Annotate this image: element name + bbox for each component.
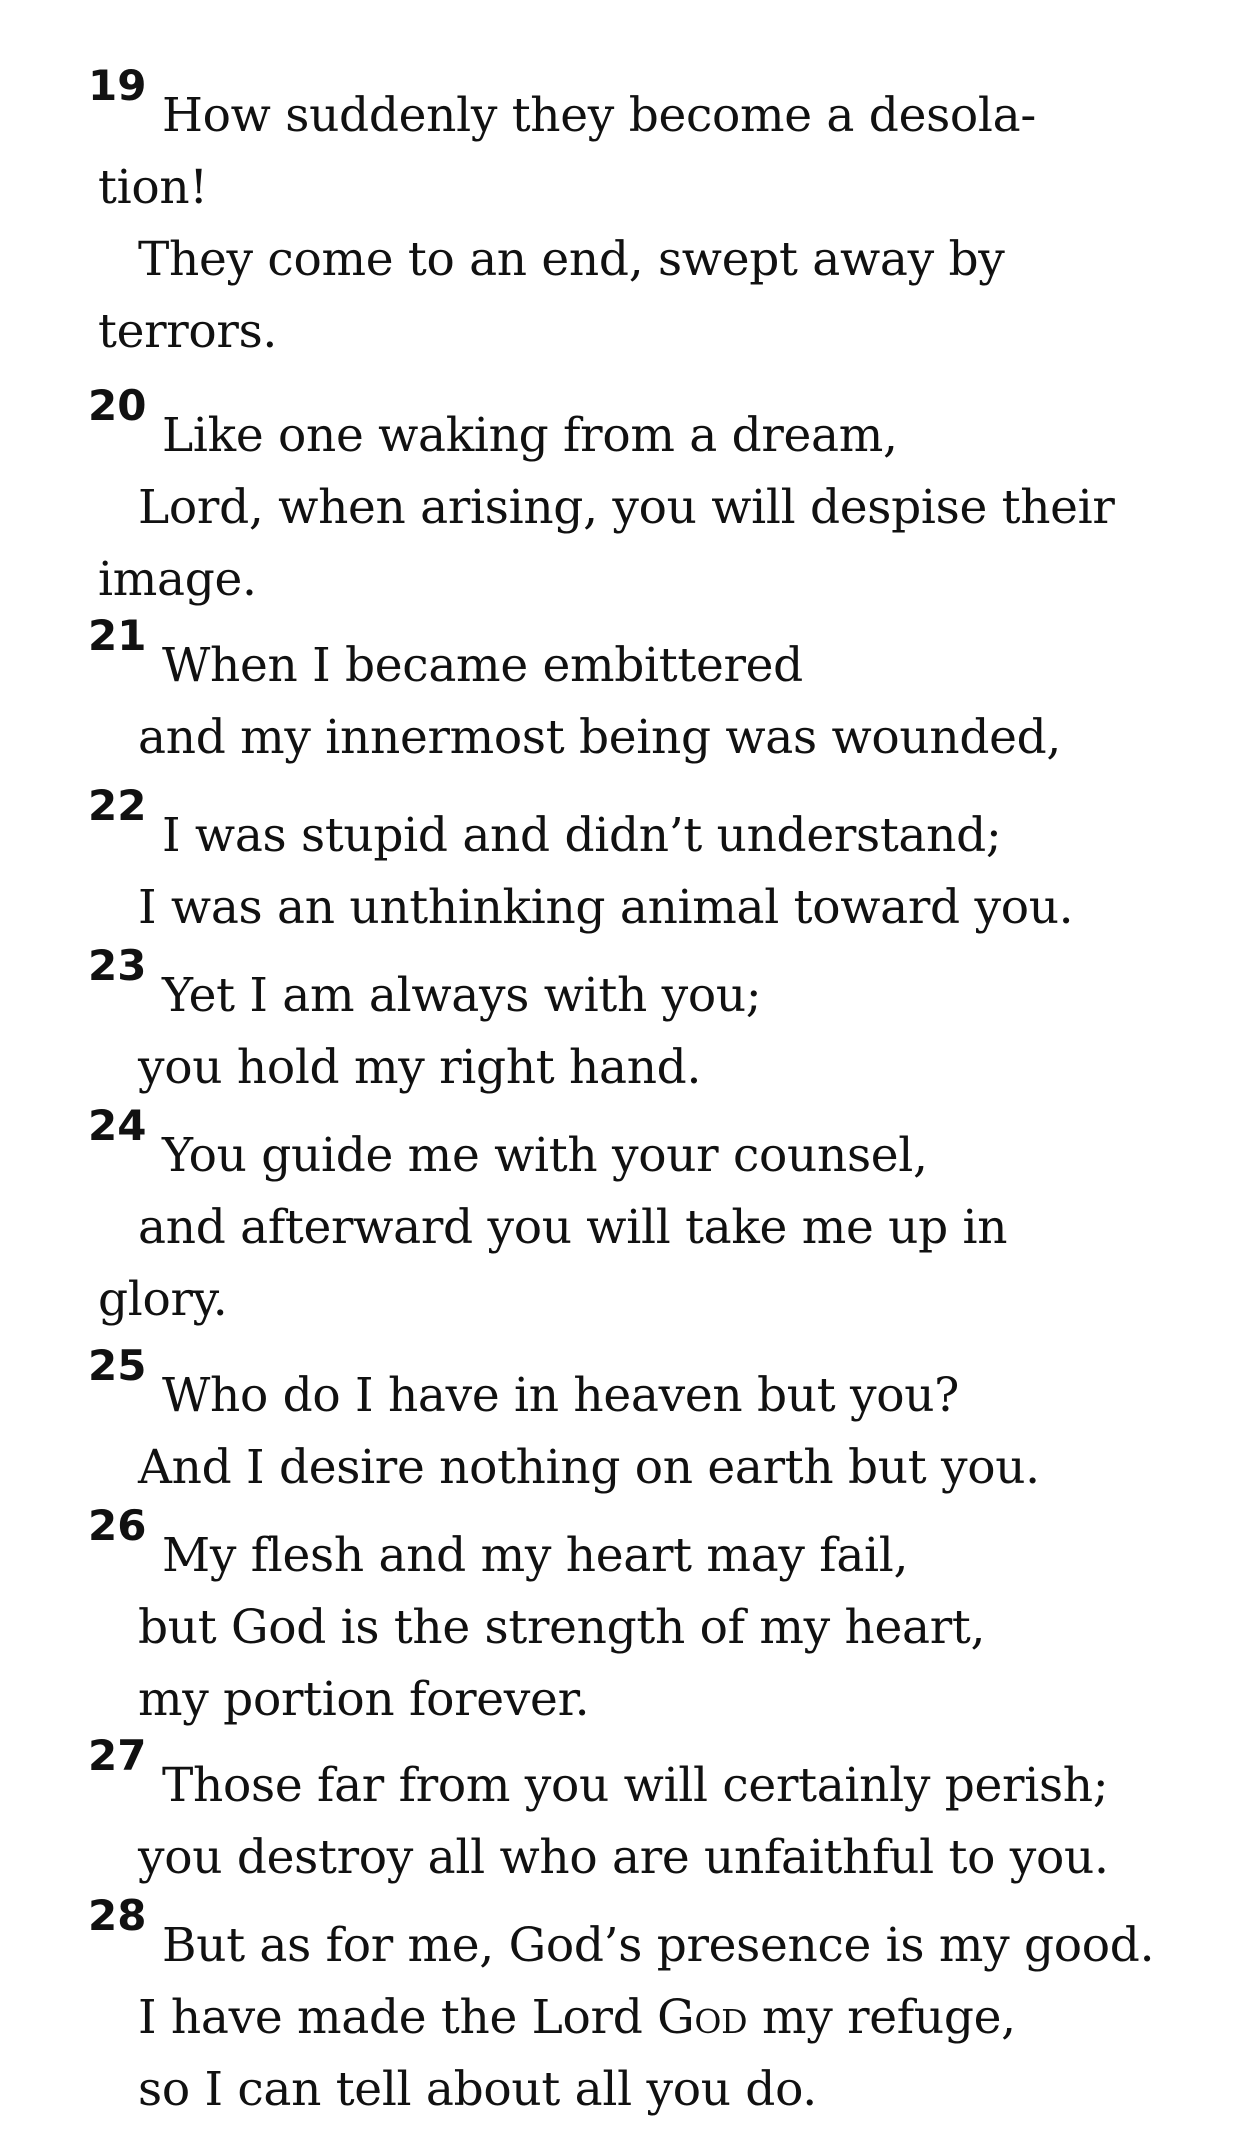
verse-text-continued: my refuge, [747,1990,1016,2045]
verse-line [98,160,208,216]
verse-number[interactable]: 28 [88,1891,147,1940]
verse-text: I have made the Lord [138,1990,658,2045]
verse-line [138,232,1005,288]
verse-text: Yet I am always with you; [162,968,762,1023]
verse-line [98,1272,227,1328]
verse-text: terrors. [98,304,278,359]
verse-text: but God is the strength of my heart, [138,1600,986,1655]
verse-line [162,408,898,464]
verse-text: My flesh and my heart may fail, [162,1528,909,1583]
verse-text: Lord, when arising, you will despise their [138,480,1115,535]
verse-line [138,880,1073,936]
verse-number[interactable]: 22 [88,781,147,830]
verse-line [138,1990,1016,2046]
verse-line [162,1528,908,1584]
verse-line [162,1368,959,1424]
verse-line [162,1128,928,1184]
verse-text: image. [98,552,257,607]
verse-text: Who do I have in heaven but you? [162,1368,960,1423]
verse-line [138,2062,817,2118]
verse-line [138,1440,1040,1496]
verse-line [162,1918,1154,1974]
verse-text: glory. [98,1272,228,1327]
divine-name-smallcaps: God [657,1990,748,2045]
verse-line [138,710,1061,766]
verse-number[interactable]: 25 [88,1341,147,1390]
verse-text: When I became embittered [162,638,803,693]
verse-text: They come to an end, swept away by [138,232,1005,287]
verse-text: And I desire nothing on earth but you. [138,1440,1040,1495]
verse-text: I was an unthinking animal toward you. [138,880,1074,935]
verse-line [98,304,277,360]
verse-text: But as for me, God’s presence is my good. [162,1918,1155,1973]
verse-text: Like one waking from a dream, [162,408,898,463]
verse-text: and afterward you will take me up in [138,1200,1008,1255]
verse-line [162,968,761,1024]
verse-text: Those far from you will certainly perish; [162,1758,1109,1813]
verse-line [138,1040,701,1096]
verse-line [162,638,803,694]
verse-number[interactable]: 27 [88,1731,147,1780]
verse-line [138,1672,589,1728]
verse-line [138,1200,1007,1256]
verse-text: How suddenly they become a desola- [162,88,1036,143]
verse-line [138,480,1115,536]
verse-number[interactable]: 23 [88,941,147,990]
verse-line [98,552,257,608]
verse-text: my portion forever. [138,1672,590,1727]
verse-line [162,1758,1108,1814]
verse-number[interactable]: 26 [88,1501,147,1550]
verse-text: I was stupid and didn’t understand; [162,808,1002,863]
verse-line [162,808,1001,864]
verse-number[interactable]: 24 [88,1101,147,1150]
verse-number[interactable]: 20 [88,381,147,430]
verse-line [138,1830,1109,1886]
verse-text: you destroy all who are unfaithful to you. [138,1830,1109,1885]
verse-text: You guide me with your counsel, [162,1128,928,1183]
verse-text: you hold my right hand. [138,1040,702,1095]
verse-number[interactable]: 21 [88,611,147,660]
verse-text: and my innermost being was wounded, [138,710,1062,765]
verse-line [162,88,1036,144]
verse-number[interactable]: 19 [88,61,147,110]
verse-line [138,1600,985,1656]
verse-text: tion! [98,160,208,215]
verse-text: so I can tell about all you do. [138,2062,817,2117]
